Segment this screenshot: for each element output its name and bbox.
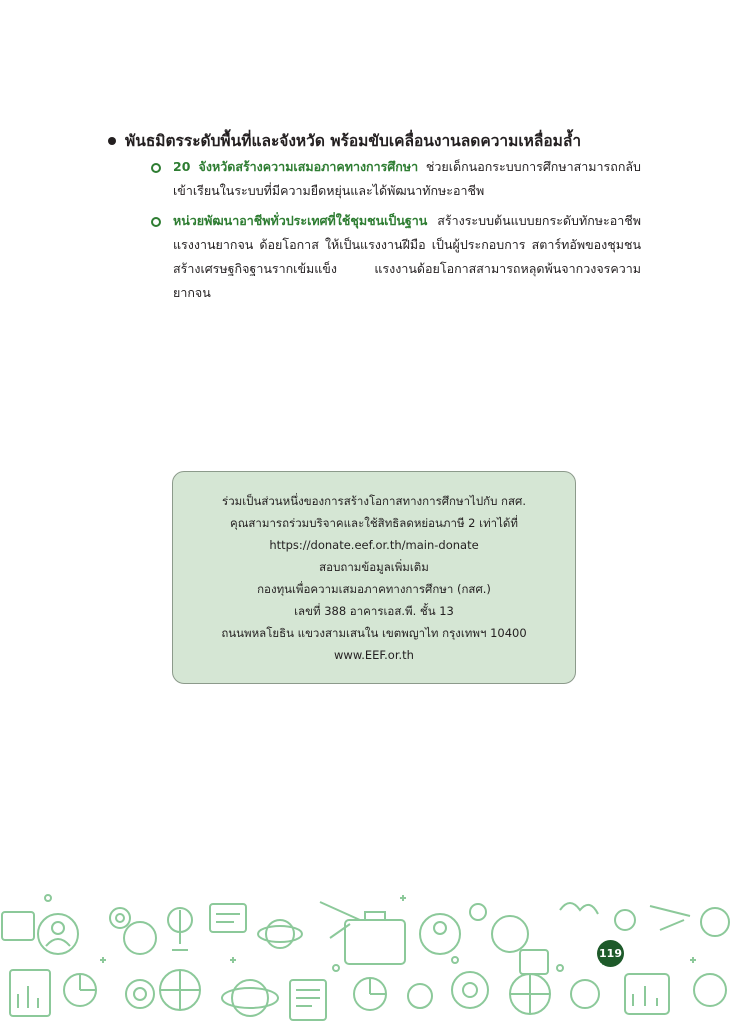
atom-icon <box>701 908 729 936</box>
donation-line: เลขที่ 388 อาคารเอส.พี. ชั้น 13 <box>294 604 454 618</box>
gear-icon <box>452 972 488 1008</box>
gear-icon <box>615 910 635 930</box>
donation-line: ร่วมเป็นส่วนหนึ่งของการสร้างโอกาสทางการศึกษาไปกับ กสศ. <box>222 494 526 508</box>
atom-icon <box>571 980 599 1008</box>
item-text: ช่วยเด็กนอกระบบการศึกษาสามารถกลับเข้าเรียนในระบบที่มีความยืดหยุ่นและได้พัฒนาทักษะอาชีพ <box>173 159 641 198</box>
cloud-icon <box>560 903 598 914</box>
donation-url[interactable]: https://donate.eef.or.th/main-donate <box>269 538 479 552</box>
item-emphasis: 20 จังหวัดสร้างความเสมอภาคทางการศึกษา <box>173 159 419 174</box>
briefcase-icon <box>345 920 405 964</box>
ring-bullet-icon <box>151 163 161 173</box>
refresh-icon <box>492 916 528 952</box>
footer-icon-pattern <box>0 890 735 1024</box>
clipboard-icon <box>210 904 246 932</box>
donation-line: คุณสามารถร่วมบริจาคและใช้สิทธิลดหย่อนภาษี 2 เท่าได้ที่ <box>230 516 518 530</box>
gear-icon <box>110 908 130 928</box>
item-text: สร้างระบบต้นแบบยกระดับทักษะอาชีพแรงงานยากจน ด้อยโอกาส ให้เป็นแรงงานฝีมือ เป็นผู้ประกอบการ สตาร์ทอัพของชุมชน สร้างเศรษฐกิจฐานรากเข้มแข็ง แรงงานด้อยโอกาสสามารถหลุดพ้นจากวงจรความยากจน <box>173 213 641 300</box>
refresh-icon <box>694 974 726 1006</box>
bullet-icon <box>108 137 116 145</box>
chart-icon <box>10 970 50 1016</box>
item-emphasis: หน่วยพัฒนาอาชีพทั่วประเทศที่ใช้ชุมชนเป็นฐาน <box>173 213 428 228</box>
document-icon <box>290 980 326 1020</box>
telescope-icon <box>650 906 690 930</box>
donation-info-box <box>172 471 576 684</box>
refresh-icon <box>124 922 156 954</box>
list-item <box>151 155 641 203</box>
atom-icon <box>266 920 294 948</box>
gear-icon <box>470 904 486 920</box>
target-icon <box>408 984 432 1008</box>
donation-line: สอบถามข้อมูลเพิ่มเติม <box>319 560 429 574</box>
window-icon <box>2 912 34 940</box>
page-number: 119 <box>597 940 624 967</box>
target-icon <box>126 980 154 1008</box>
donation-line: ถนนพหลโยธิน แขวงสามเสนใน เขตพญาไท กรุงเทพฯ 10400 <box>221 626 527 640</box>
chart-icon <box>625 974 669 1014</box>
atom-icon <box>232 980 268 1016</box>
ring-bullet-icon <box>151 217 161 227</box>
donation-line: กองทุนเพื่อความเสมอภาคทางการศึกษา (กสศ.) <box>257 582 491 596</box>
heading-text: พันธมิตรระดับพื้นที่และจังหวัด พร้อมขับเคลื่อนงานลดความเหลื่อมล้ำ <box>125 132 582 150</box>
section-heading <box>108 128 688 153</box>
list-item <box>151 209 641 305</box>
website-link[interactable]: www.EEF.or.th <box>334 648 414 662</box>
